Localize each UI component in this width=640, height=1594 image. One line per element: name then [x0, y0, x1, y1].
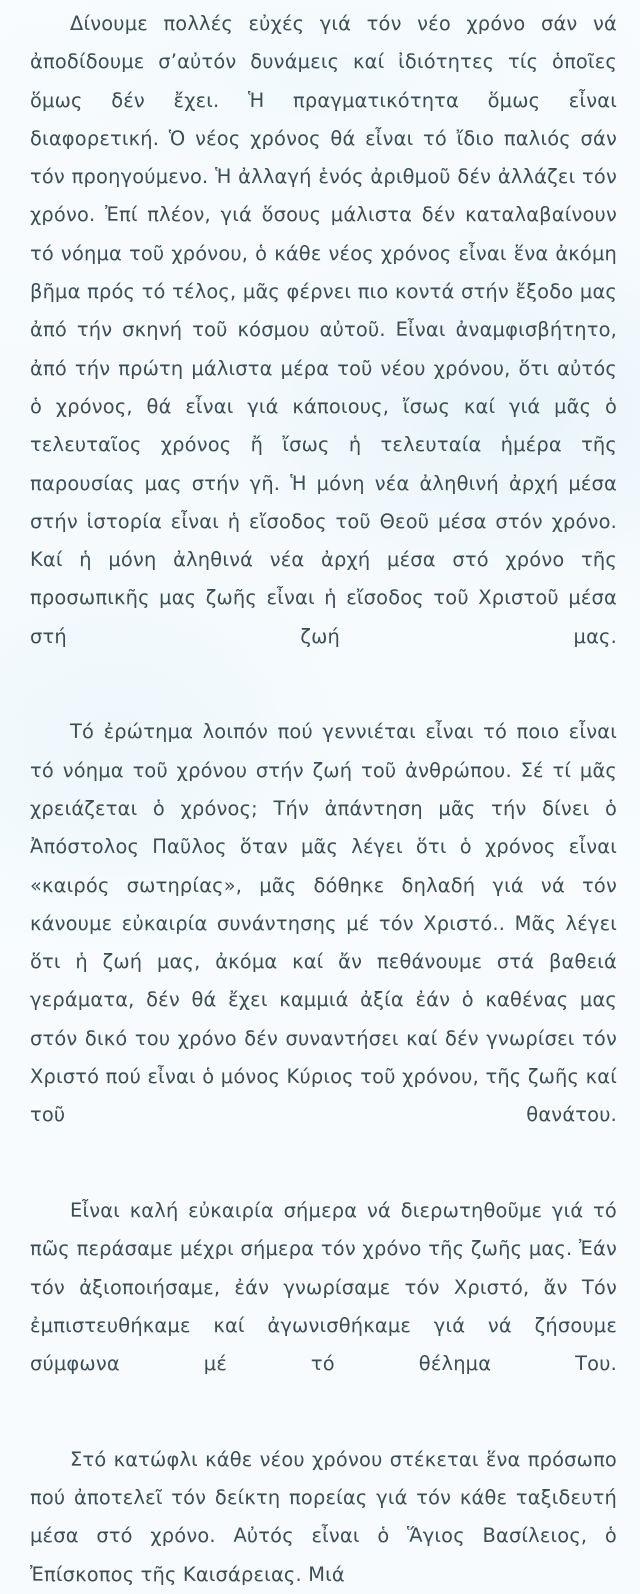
paragraph-4: Στό κατώφλι κάθε νέου χρόνου στέκεται ἕνα πρόσωπο πού ἀποτελεῖ τόν δείκτη πορείας γιά τόν κάθε ταξιδευτή μέσα στό χρόνο. Αὐτός εἶναι ὁ Ἅγιος Βασίλειος, ὁ Ἐπίσκοπος τῆς Καισάρειας. Μιά [30, 1447, 617, 1586]
paragraph-spacer [30, 694, 617, 713]
paragraph-2: Τό ἐρώτημα λοιπόν πού γεννιέται εἶναι τό ποιο εἶναι τό νόημα τοῦ χρόνου στήν ζωή τοῦ ἀνθρώπου. Σέ τί μᾶς χρειάζεται ὁ χρόνος; Τήν ἀπάντηση μᾶς τήν δίνει ὁ Ἀπόστολος Παῦλος ὅταν μᾶς λέγει ὅτι ὁ χρόνος εἶναι «καιρός σωτηρίας», μᾶς δόθηκε δηλαδή γιά νά τόν κάνουμε εὐκαιρία συνάντησης μέ τόν Χριστό.. Μᾶς λέγει ὅτι ἡ ζωή μας, ἀκόμα καί ἄν πεθάνουμε στά βαθειά γεράματα, δέν θά ἔχει καμμιά ἀξία ἐάν ὁ καθένας μας στόν δικό του χρόνο δέν συναντήσει καί δέν γνωρίσει τόν Χριστό πού εἶναι ὁ μόνος Κύριος τοῦ χρόνου, τῆς ζωῆς καί τοῦ θανάτου. [30, 720, 617, 1127]
paragraph-1: Δίνουμε πολλές εὐχές γιά τόν νέο χρόνο σάν νά ἀποδίδουμε σ’αὐτόν δυνάμεις καί ἰδιότητες τίς ὁποῖες ὅμως δέν ἔχει. Ἡ πραγματικότητα ὅμως εἶναι διαφορετική. Ὁ νέος χρόνος θά εἶναι τό ἴδιο παλιός σάν τόν προηγούμενο. Ἡ ἀλλαγή ἑνός ἀριθμοῦ δέν ἀλλάζει τόν χρόνο. Ἐπί πλέον, γιά ὅσους μάλιστα δέν καταλαβαίνουν τό νόημα τοῦ χρόνου, ὁ κάθε νέος χρόνος εἶναι ἕνα ἀκόμη βῆμα πρός τό τέλος, μᾶς φέρνει πιο κοντά στήν ἔξοδο μας ἀπό τήν σκηνή τοῦ κόσμου αὐτοῦ. Εἶναι ἀναμφισβήτητο, ἀπό τήν πρώτη μάλιστα μέρα τοῦ νέου χρόνου, ὅτι αὐτός ὁ χρόνος, θά εἶναι γιά κάποιους, ἴσως καί γιά μᾶς ὁ τελευταῖος χρόνος ἤ ἴσως ἡ τελευταία ἡμέρα τῆς παρουσίας μας στήν γῆ. Ἡ μόνη νέα ἀληθινή ἀρχή μέσα στήν ἱστορία εἶναι ἡ εἴσοδος τοῦ Θεοῦ μέσα στόν χρόνο. Καί ἡ μόνη ἀληθινά νέα ἀρχή μέσα στό χρόνο τῆς προσωπικῆς μας ζωῆς εἶναι ἡ εἴσοδος τοῦ Χριστοῦ μέσα στή ζωή μας. [30, 12, 617, 648]
paragraph-spacer [30, 1173, 617, 1192]
document-text-body [30, 5, 617, 1594]
paragraph-spacer [30, 1422, 617, 1441]
paragraph-3: Εἶναι καλή εὐκαιρία σήμερα νά διερωτηθοῦμε γιά τό πῶς περάσαμε μέχρι σήμερα τόν χρόνο τῆς ζωῆς μας. Ἐάν τόν ἀξιοποιήσαμε, ἐάν γνωρίσαμε τόν Χριστό, ἄν Τόν ἐμπιστευθήκαμε καί ἀγωνισθήκαμε γιά νά ζήσουμε σύμφωνα μέ τό θέλημα Του. [30, 1198, 617, 1376]
